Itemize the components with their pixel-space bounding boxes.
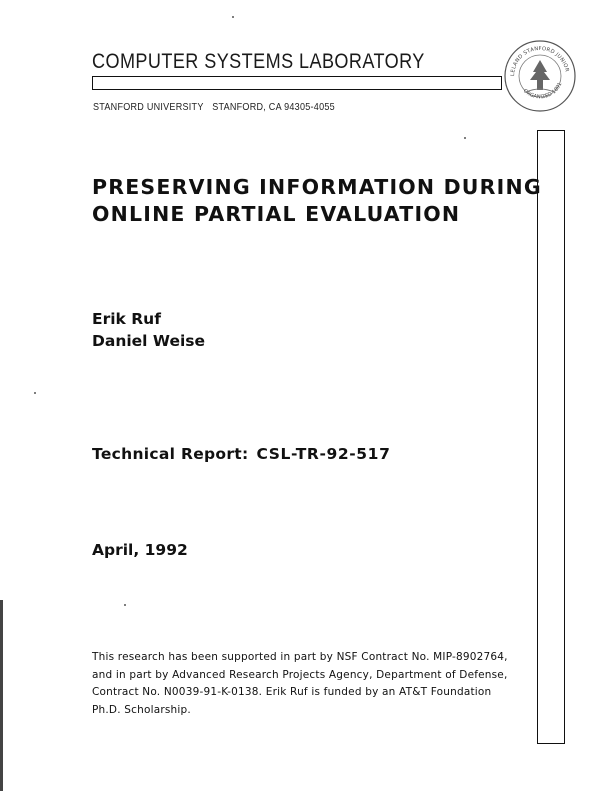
funding-line: Ph.D. Scholarship. — [92, 703, 191, 716]
university-name: STANFORD UNIVERSITY — [93, 101, 204, 113]
title-line-2: ONLINE PARTIAL EVALUATION — [92, 202, 461, 226]
stanford-seal-icon — [502, 38, 578, 114]
report-number: CSL-TR-92-517 — [256, 445, 391, 463]
lab-name: COMPUTER SYSTEMS LABORATORY — [92, 50, 425, 73]
postal-address: STANFORD, CA 94305-4055 — [212, 101, 335, 113]
title-line-1: PRESERVING INFORMATION DURING — [92, 175, 542, 199]
report-label: Technical Report: — [92, 445, 249, 463]
author-name: Erik Ruf — [92, 310, 161, 328]
technical-report-line — [92, 445, 390, 463]
seal-top-text: LELAND STANFORD JUNIOR — [509, 45, 570, 77]
scan-speck — [464, 137, 466, 139]
funding-note — [92, 649, 532, 719]
scan-speck — [34, 392, 36, 394]
publication-date: April, 1992 — [92, 541, 188, 559]
seal-bottom-text: ORGANIZED 1891 — [521, 81, 564, 101]
header-rule-box — [92, 76, 502, 90]
address-line — [93, 101, 335, 113]
funding-line: and in part by Advanced Research Projects Agency, Department of Defense, — [92, 668, 508, 681]
report-title — [92, 174, 542, 228]
funding-line: Contract No. N0039-91-K-0138. Erik Ruf is funded by an AT&T Foundation — [92, 686, 492, 698]
scan-edge-mark — [0, 600, 3, 791]
scan-speck — [232, 16, 234, 18]
funding-line: This research has been supported in part by NSF Contract No. MIP-8902764, — [92, 651, 508, 663]
author-name: Daniel Weise — [92, 332, 206, 350]
scan-speck — [124, 604, 126, 606]
